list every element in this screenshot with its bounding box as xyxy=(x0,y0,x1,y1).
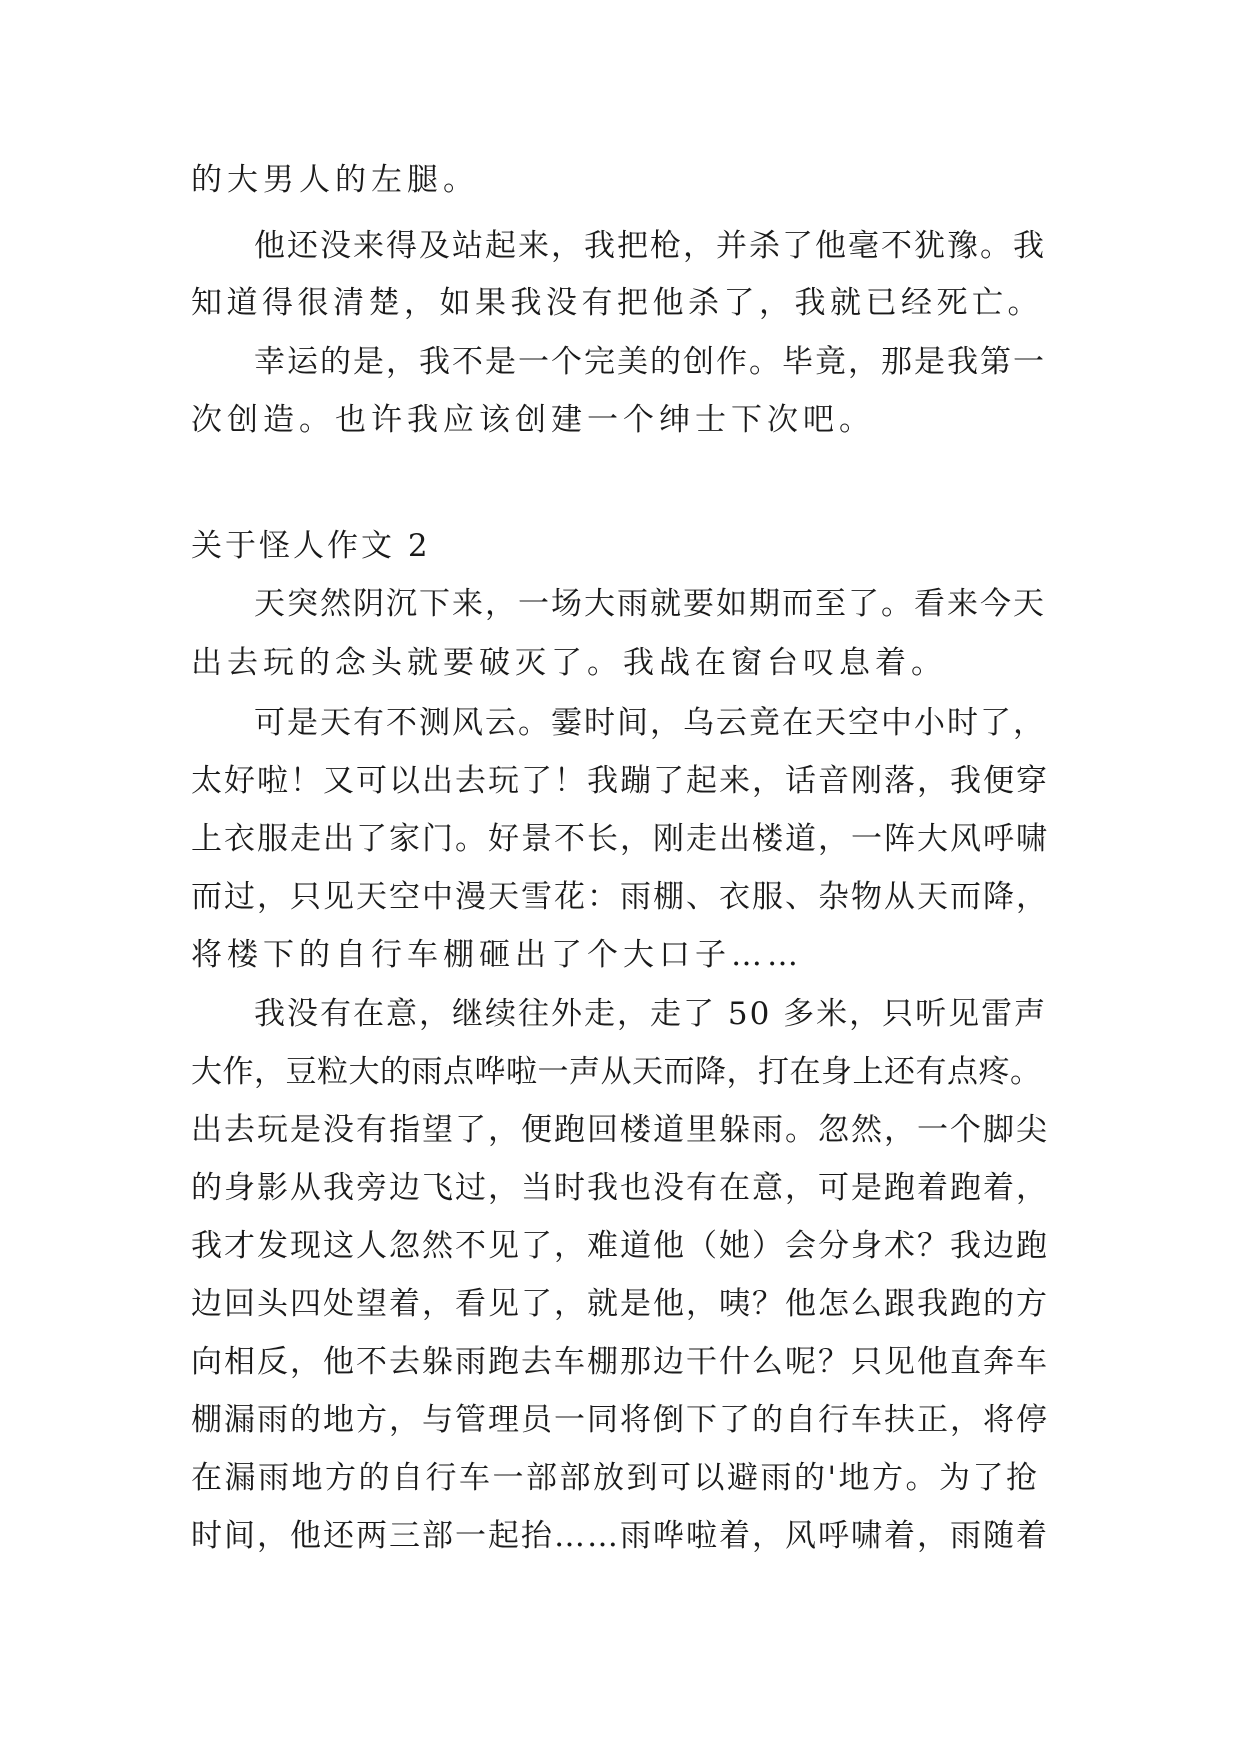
text-line: 出去玩是没有指望了，便跑回楼道里躲雨。忽然，一个脚尖 xyxy=(191,1112,1049,1148)
text-line: 我才发现这人忽然不见了，难道他（她）会分身术？我边跑 xyxy=(191,1228,1049,1264)
paragraph-start-line: 幸运的是，我不是一个完美的创作。毕竟，那是我第一 xyxy=(254,344,1046,380)
text-line: 大作，豆粒大的雨点哗啦一声从天而降，打在身上还有点疼。 xyxy=(191,1054,1042,1090)
paragraph-start-line: 我没有在意，继续往外走，走了 50 多米，只听见雷声 xyxy=(254,996,1048,1032)
text-line: 向相反，他不去躲雨跑去车棚那边干什么呢？只见他直奔车 xyxy=(191,1344,1049,1380)
text-line: 知道得很清楚，如果我没有把他杀了，我就已经死亡。 xyxy=(191,285,1043,321)
text-line: 的大男人的左腿。 xyxy=(191,162,479,198)
text-line: 出去玩的念头就要破灭了。我战在窗台叹息着。 xyxy=(191,645,947,681)
text-line: 时间，他还两三部一起抬……雨哗啦着，风呼啸着，雨随着 xyxy=(191,1518,1049,1554)
text-line: 边回头四处望着，看见了，就是他，咦？他怎么跟我跑的方 xyxy=(191,1286,1049,1322)
text-line: 在漏雨地方的自行车一部部放到可以避雨的'地方。为了抢 xyxy=(191,1460,1040,1496)
text-line: 的身影从我旁边飞过，当时我也没有在意，可是跑着跑着， xyxy=(191,1170,1049,1206)
text-line: 次创造。也许我应该创建一个绅士下次吧。 xyxy=(191,402,875,438)
text-line: 上衣服走出了家门。好景不长，刚走出楼道，一阵大风呼啸 xyxy=(191,821,1049,857)
text-line: 将楼下的自行车棚砸出了个大口子…… xyxy=(191,937,803,973)
text-line: 棚漏雨的地方，与管理员一同将倒下了的自行车扶正，将停 xyxy=(191,1402,1049,1438)
paragraph-start-line: 他还没来得及站起来，我把枪，并杀了他毫不犹豫。我 xyxy=(254,228,1046,264)
text-line: 而过，只见天空中漫天雪花：雨棚、衣服、杂物从天而降， xyxy=(191,879,1049,915)
text-line: 太好啦！又可以出去玩了！我蹦了起来，话音刚落，我便穿 xyxy=(191,763,1049,799)
section-heading: 关于怪人作文 2 xyxy=(191,528,431,564)
paragraph-start-line: 可是天有不测风云。霎时间，乌云竟在天空中小时了， xyxy=(254,705,1046,741)
paragraph-start-line: 天突然阴沉下来，一场大雨就要如期而至了。看来今天 xyxy=(254,586,1046,622)
